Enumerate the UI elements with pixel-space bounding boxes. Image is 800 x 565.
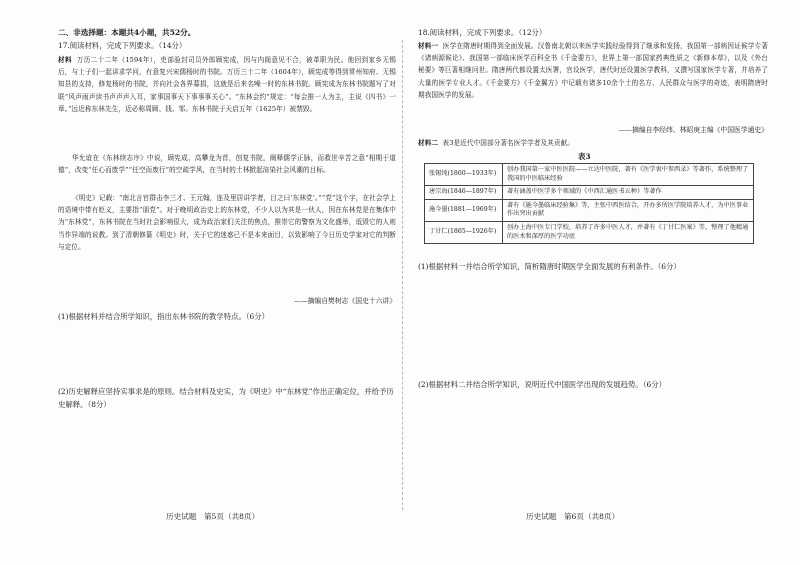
- table-cell-contribution: 创办我国第一家中医医院——立达中医院，著有《医学衷中参西录》等著作，系统整理了我国的中医临床经验: [503, 164, 754, 186]
- table-cell-contribution: 著有涵盖中医学多个领域的《中西汇通医书五种》等著作: [503, 186, 754, 200]
- q17-sub2: (2)历史解释应坚持实事求是的原则。结合材料及史实，为《明史》中“东林党”作出正确定位，并给予历史解释。（8分）: [58, 387, 394, 409]
- q18-material2: [418, 137, 768, 149]
- table-cell-name: 张锡纯(1860—1933年): [425, 164, 503, 186]
- table-row: [425, 221, 754, 243]
- q18-source1: ——摘编自李经纬、林昭庚主编《中国医学通史》: [618, 126, 768, 134]
- table-caption: 表3: [578, 152, 591, 161]
- table-cell-name: 丁甘仁(1865—1926年): [425, 221, 503, 243]
- table-cell-name: 施今墨(1881—1969年): [425, 199, 503, 221]
- table-cell-contribution: 创办上海中医专门学校，培养了许多中医人才，并著有《丁甘仁医案》等，整理了他精通的医术和深厚的医学功底: [503, 221, 754, 243]
- page-6-footer: 历史试题 第6页（共8页）: [526, 512, 620, 521]
- q17-sub1: (1)根据材料并结合所学知识，指出东林书院的教学特点。（6分）: [58, 312, 270, 321]
- table-row: [425, 186, 754, 200]
- section-title: 二、非选择题：本题共4小题，共52分。: [58, 28, 196, 37]
- q18-header: 18.阅读材料，完成下列要求。（12分）: [418, 28, 547, 37]
- table-cell-contribution: 著有《施今墨临床经验集》等，主张中西医结合，开办多所医学院培养人才，为中医事业作出突出贡献: [503, 199, 754, 221]
- q17-source: ——摘编自樊树志《国史十六讲》: [294, 297, 396, 305]
- q18-material1: [418, 40, 768, 101]
- table-row: [425, 164, 754, 186]
- q17-material-p1-text: 万历二十二年（1594年），吏部验封司员外郎顾宪成，因与内阁意见不合，被革职为民。他回到家乡无锡后，与士子们一起讲求学问，有意复兴宋儒杨时的书院。万历三十二年（1604年），顾宪成等得到常州知府、无锡知县的支持，修复杨时的书院，并向社会各界募捐，这就是后来名噪一时的东林书院。顾宪成为东林书院题写了对联“风声雨声读书声声声入耳，家事国事天下事事事关心”。“东林会约”规定：“每会推一人为主，主说《四书》一章。”远近称东林先生，近必称周顾、钱、邹。东林书院于天启五年（1625年）被禁毁。: [58, 56, 396, 113]
- q18-material1-text: 医学在隋唐时期得到全面发展。汉鲁南北朝以来医学实践经验得到了继承和发扬，我国第一部病因证候学专著《诸病源候论》、我国第一部临床医学百科全书《千金要方》，世界上第一部国家药典性质之《新修本草》，以及《外台秘要》等巨著相继问世。隋唐两代都设置太医署，官设医学，唐代时还设置医学教科，又撰写国家医学专著，并培养了大量的医学专业人才。《千金要方》《千金翼方》中记载有诸多10余个土的名方、人民群众与医学的奇迹，表明隋唐时期我国医学的发展。: [418, 42, 768, 99]
- q18-sub1: (1)根据材料一并结合所学知识，简析隋唐时期医学全面发展的有利条件。（6分）: [418, 262, 681, 271]
- table-row: [425, 199, 754, 221]
- page-6: [418, 0, 768, 565]
- q18-material2-label: 材料二: [418, 139, 439, 147]
- page-5: [58, 0, 396, 565]
- q18-material2-text: 表3是近代中国部分著名医学学者及其贡献。: [442, 139, 574, 147]
- q17-material-p3: 《明史》记载：“南北言官群击李三才、王元翰，连及里居讲学者，目之曰‘东林党’。”“党”这个字，在社会学上的语境中带有贬义，主要指“朋党”。对于晚明政治史上的东林党，不少人以为其是一伙人，因在东林党是在集体中为“东林党”，东林书院在当时社会影响很大，成为政治家们关注的焦点，推崇它的警察为文化盛举，诋毁它的人则当作异端的说教。到了清朝修纂《明史》时，关于它的迷惑已不是本来面目，以致影响了今日历史学家对它的判断与定位。: [58, 194, 396, 251]
- q17-material-label: 材料: [58, 56, 72, 64]
- q17-material-p2: 华允谊在《东林续志序》中说，顾宪成、高攀龙为首，创复书院，阐释儒学正脉，而救世辛苦之意“相期于道德”，改变“任心而废学”“任空而废行”的空疏学风，在当时的土林掀起渲染社会风潮的目标。: [58, 154, 396, 175]
- table-cell-name: 唐宗海(1846—1897年): [425, 186, 503, 200]
- q17-material-p1: [58, 54, 396, 115]
- q18-sub2: (2)根据材料二并结合所学知识，说明近代中国医学出现的发展趋势。（6分）: [418, 380, 666, 389]
- contribution-table: [424, 163, 754, 244]
- page-5-footer: 历史试题 第5页（共8页）: [166, 512, 260, 521]
- q18-material1-label: 材料一: [418, 42, 439, 50]
- q17-header: 17.阅读材料，完成下列要求。（14分）: [58, 41, 187, 50]
- page-divider: [402, 40, 403, 510]
